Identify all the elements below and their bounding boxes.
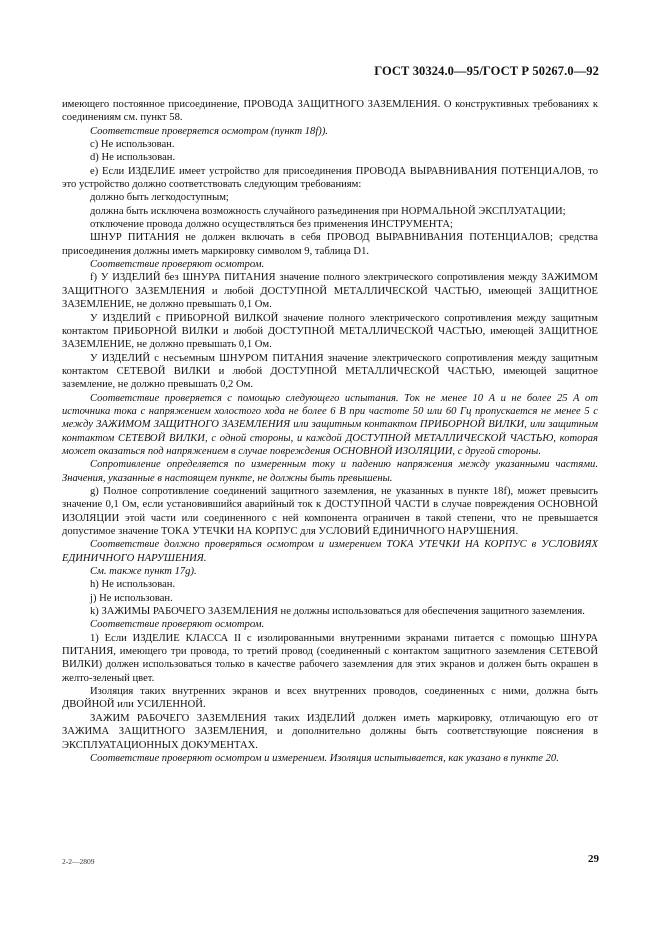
- paragraph-item: 1) Если ИЗДЕЛИЕ КЛАССА II с изолированными внутренними экранами питается с помощью ШНУРА ПИТАНИЯ, имеющего три провода, то третий провод (соединенный с контактом защитного заземления СЕТЕВОЙ ВИЛКИ) должен использоваться только в качестве рабочего заземления для этих экранов и должен быть окрашен в желто-зеленый цвет.: [62, 632, 598, 684]
- paragraph-compliance-note: Соответствие проверяется осмотром (пункт 18f)).: [90, 125, 328, 137]
- paragraph-item: j) Не использован.: [90, 592, 173, 604]
- paragraph: Изоляция таких внутренних экранов и всех внутренних проводов, соединенных с ними, должна быть ДВОЙНОЙ или УСИЛЕННОЙ.: [62, 686, 598, 711]
- paragraph: ЗАЖИМ РАБОЧЕГО ЗАЗЕМЛЕНИЯ таких ИЗДЕЛИЙ должен иметь маркировку, отличающую его от ЗАЖИМА ЗАЩИТНОГО ЗАЗЕМЛЕНИЯ, и дополнительно должны быть соответствующие пояснения в ЭКСПЛУАТАЦИОННЫХ ДОКУМЕНТАХ.: [62, 712, 598, 751]
- paragraph-compliance-note: Соответствие проверяют осмотром.: [90, 619, 265, 631]
- page-number: 29: [588, 853, 599, 865]
- paragraph-item: c) Не использован.: [90, 139, 175, 151]
- paragraph-item: e) Если ИЗДЕЛИЕ имеет устройство для присоединения ПРОВОДА ВЫРАВНИВАНИЯ ПОТЕНЦИАЛОВ, то это устройство должно соответствовать следующим требованиям:: [62, 165, 598, 191]
- document-body: [62, 98, 598, 765]
- paragraph: У ИЗДЕЛИЙ с ПРИБОРНОЙ ВИЛКОЙ значение полного электрического сопротивления между защитным контактом ПРИБОРНОЙ ВИЛКИ и любой ДОСТУПНОЙ МЕТАЛЛИЧЕСКОЙ ЧАСТЬЮ, имеющей ЗАЩИТНОЕ ЗАЗЕМЛЕНИЕ, не должно превышать 0,1 Ом.: [62, 312, 598, 351]
- paragraph-item: g) Полное сопротивление соединений защитного заземления, не указанных в пункте 18f), может превысить значение 0,1 Ом, если установившийся аварийный ток к ДОСТУПНОЙ ЧАСТИ в случае повреждения ОСНОВНОЙ ИЗОЛЯЦИИ этой части или соединенного с ней компонента ограничен в такой степени, что не превышается допустимое значение ТОКА УТЕЧКИ НА КОРПУС для УСЛОВИЙ ЕДИНИЧНОГО НАРУШЕНИЯ.: [62, 485, 598, 537]
- page-header-title: ГОСТ 30324.0—95/ГОСТ Р 50267.0—92: [374, 64, 599, 78]
- paragraph-compliance-note: Соответствие проверяют осмотром и измерением. Изоляция испытывается, как указано в пункте 20.: [90, 752, 559, 764]
- paragraph: У ИЗДЕЛИЙ с несъемным ШНУРОМ ПИТАНИЯ значение электрического сопротивления между защитным контактом СЕТЕВОЙ ВИЛКИ и любой ДОСТУПНОЙ МЕТАЛЛИЧЕСКОЙ ЧАСТЬЮ, имеющей защитное заземление, не должно превышать 0,2 Ом.: [62, 352, 598, 391]
- paragraph-compliance-note: Соответствие проверяется с помощью следующего испытания. Ток не менее 10 А и не более 25 А от источника тока с напряжением холостого хода не более 6 В при частоте 50 или 60 Гц пропускается не менее 5 с между ЗАЖИМОМ ЗАЩИТНОГО ЗАЗЕМЛЕНИЯ или защитным контактом ПРИБОРНОЙ ВИЛКИ, или защитным контактом СЕТЕВОЙ ВИЛКИ, с одной стороны, и каждой ДОСТУПНОЙ МЕТАЛЛИЧЕСКОЙ ЧАСТЬЮ, которая может оказаться под напряжением в случае повреждения ОСНОВНОЙ ИЗОЛЯЦИИ, с другой стороны.: [62, 392, 598, 457]
- paragraph: ШНУР ПИТАНИЯ не должен включать в себя ПРОВОД ВЫРАВНИВАНИЯ ПОТЕНЦИАЛОВ; средства присоединения должны иметь маркировку символом 9, таблица D1.: [62, 232, 598, 257]
- paragraph-item: h) Не использован.: [90, 579, 176, 591]
- footer-print-code: 2-2—2809: [62, 857, 95, 866]
- paragraph: имеющего постоянное присоединение, ПРОВОДА ЗАЩИТНОГО ЗАЗЕМЛЕНИЯ. О конструктивных требованиях к соединениям см. пункт 58.: [62, 99, 598, 124]
- paragraph-item: f) У ИЗДЕЛИЙ без ШНУРА ПИТАНИЯ значение полного электрического сопротивления между ЗАЖИМОМ ЗАЩИТНОГО ЗАЗЕМЛЕНИЯ и любой ДОСТУПНОЙ МЕТАЛЛИЧЕСКОЙ ЧАСТЬЮ, имеющей ЗАЩИТНОЕ ЗАЗЕМЛЕНИЕ, не должно превышать 0,1 Ом.: [62, 272, 598, 311]
- paragraph-compliance-note: Сопротивление определяется по измеренным току и падению напряжения между указанными частями. Значения, указанные в настоящем пункте, не должны быть превышены.: [62, 459, 598, 484]
- paragraph: отключение провода должно осуществляться без применения ИНСТРУМЕНТА;: [90, 219, 453, 231]
- paragraph: должно быть легкодоступным;: [90, 192, 229, 204]
- paragraph-item: d) Не использован.: [90, 152, 176, 164]
- paragraph-compliance-note: См. также пункт 17g).: [90, 566, 197, 578]
- paragraph-compliance-note: Соответствие проверяют осмотром.: [90, 259, 265, 271]
- paragraph-compliance-note: Соответствие должно проверяться осмотром и измерением ТОКА УТЕЧКИ НА КОРПУС в УСЛОВИЯХ ЕДИНИЧНОГО НАРУШЕНИЯ.: [62, 539, 598, 564]
- paragraph: должна быть исключена возможность случайного разъединения при НОРМАЛЬНОЙ ЭКСПЛУАТАЦИИ;: [90, 205, 566, 217]
- paragraph-item: k) ЗАЖИМЫ РАБОЧЕГО ЗАЗЕМЛЕНИЯ не должны использоваться для обеспечения защитного заземления.: [90, 606, 585, 618]
